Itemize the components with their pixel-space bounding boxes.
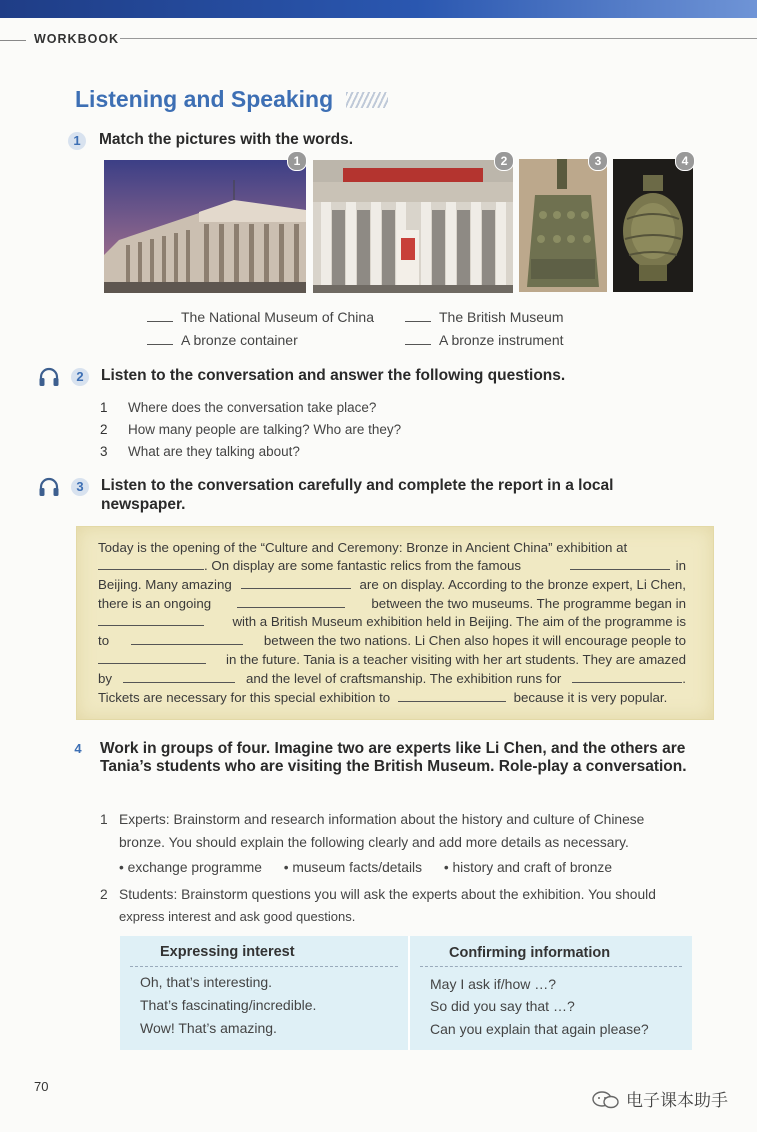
task2-question-2: 2 How many people are talking? Who are they? bbox=[100, 422, 402, 437]
task4-item2-number: 2 bbox=[100, 887, 108, 902]
task4-item1-number: 1 bbox=[100, 812, 108, 827]
task4-item1-line2: bronze. You should explain the following clearly and add more details as necessary. bbox=[119, 835, 629, 850]
header-rule-left bbox=[0, 40, 26, 41]
photo-number-1: 1 bbox=[287, 151, 307, 171]
report-blank[interactable] bbox=[237, 596, 345, 608]
match-blank[interactable] bbox=[147, 334, 173, 345]
report-blank[interactable] bbox=[123, 671, 235, 683]
headphones-icon bbox=[38, 477, 60, 497]
match-option-national-museum[interactable]: The National Museum of China bbox=[147, 309, 374, 325]
report-line-4: there is an ongoing between the two museums. The programme began in bbox=[98, 596, 686, 611]
report-blank[interactable] bbox=[570, 558, 670, 570]
report-blank[interactable] bbox=[398, 690, 506, 702]
match-blank[interactable] bbox=[405, 311, 431, 322]
photo-bronze-container bbox=[613, 159, 693, 292]
match-option-bronze-container[interactable]: A bronze container bbox=[147, 332, 298, 348]
task3-heading-line1: Listen to the conversation carefully and complete the report in a local bbox=[101, 477, 614, 494]
report-line-5: with a British Museum exhibition held in Beijing. The aim of the programme is bbox=[98, 614, 686, 629]
report-line-7: in the future. Tania is a teacher visiting with her art students. They are amazed bbox=[98, 652, 686, 667]
table-cell: That’s fascinating/incredible. bbox=[140, 997, 317, 1013]
report-blank[interactable] bbox=[98, 614, 204, 626]
task3-heading-line2: newspaper. bbox=[101, 496, 186, 513]
wechat-icon bbox=[592, 1090, 620, 1110]
photo-national-museum bbox=[313, 160, 513, 293]
task4-bullets bbox=[119, 860, 630, 875]
task4-heading: Work in groups of four. Imagine two are experts like Li Chen, and the others are Tania’s students who are visiting the British Museum. Role-play a conversation. bbox=[100, 740, 687, 775]
table-header-expressing-interest: Expressing interest bbox=[160, 944, 295, 960]
match-blank[interactable] bbox=[405, 334, 431, 345]
table-header-divider bbox=[420, 966, 682, 968]
report-blank[interactable] bbox=[241, 577, 351, 589]
bullet-item: • museum facts/details bbox=[283, 860, 422, 875]
report-line-8: by and the level of craftsmanship. The exhibition runs for . bbox=[98, 671, 686, 686]
task2-question-1: 1 Where does the conversation take place? bbox=[100, 400, 377, 415]
task2-question-3: 3 What are they talking about? bbox=[100, 444, 300, 459]
table-cell: So did you say that …? bbox=[430, 998, 575, 1014]
task1-heading: Match the pictures with the words. bbox=[99, 131, 354, 148]
match-blank[interactable] bbox=[147, 311, 173, 322]
photo-number-4: 4 bbox=[675, 151, 695, 171]
report-line-6: to between the two nations. Li Chen also hopes it will encourage people to bbox=[98, 633, 686, 648]
section-title: Listening and Speaking bbox=[75, 86, 334, 112]
table-header-divider bbox=[130, 966, 398, 968]
table-cell: Oh, that’s interesting. bbox=[140, 974, 273, 990]
report-blank[interactable] bbox=[131, 633, 243, 645]
top-color-bar bbox=[0, 0, 757, 18]
report-blank[interactable] bbox=[98, 558, 204, 570]
headphones-icon bbox=[38, 367, 60, 387]
task4-item2-line2: express interest and ask good questions. bbox=[119, 909, 356, 924]
table-header-confirming-information: Confirming information bbox=[449, 945, 611, 961]
table-cell: Can you explain that again please? bbox=[430, 1021, 649, 1037]
task1-number: 1 bbox=[68, 132, 86, 150]
report-blank[interactable] bbox=[572, 671, 682, 683]
photo-bronze-bell bbox=[519, 159, 607, 292]
page-number: 70 bbox=[34, 1079, 49, 1094]
task3-number: 3 bbox=[71, 478, 89, 496]
task4-item2-line1: Students: Brainstorm questions you will ask the experts about the exhibition. You should bbox=[119, 887, 656, 902]
report-line-9: Tickets are necessary for this special exhibition to because it is very popular. bbox=[98, 690, 668, 705]
table-column-divider bbox=[408, 936, 410, 1050]
bullet-item: • exchange programme bbox=[119, 860, 262, 875]
header-rule-right bbox=[120, 38, 757, 39]
report-line-3: Beijing. Many amazing are on display. According to the bronze expert, Li Chen, bbox=[98, 577, 686, 592]
report-line-2: . On display are some fantastic relics from the famous in bbox=[98, 558, 686, 573]
match-option-british-museum[interactable]: The British Museum bbox=[405, 309, 563, 325]
match-option-bronze-instrument[interactable]: A bronze instrument bbox=[405, 332, 564, 348]
task2-heading: Listen to the conversation and answer the following questions. bbox=[101, 367, 566, 384]
bullet-item: • history and craft of bronze bbox=[443, 860, 613, 875]
photo-british-museum bbox=[104, 160, 306, 293]
title-hatch-decoration bbox=[346, 92, 388, 108]
watermark: 电子课本助手 bbox=[626, 1091, 728, 1110]
report-line-1: Today is the opening of the “Culture and Ceremony: Bronze in Ancient China” exhibition at bbox=[98, 540, 628, 555]
photo-number-3: 3 bbox=[588, 151, 608, 171]
report-blank[interactable] bbox=[98, 652, 206, 664]
photo-number-2: 2 bbox=[494, 151, 514, 171]
task4-item1-line1: Experts: Brainstorm and research information about the history and culture of Chinese bbox=[119, 812, 645, 827]
workbook-label: WORKBOOK bbox=[34, 32, 120, 46]
table-cell: Wow! That’s amazing. bbox=[140, 1020, 277, 1036]
task2-number: 2 bbox=[71, 368, 89, 386]
task4-number: 4 bbox=[74, 741, 82, 756]
table-cell: May I ask if/how …? bbox=[430, 976, 557, 992]
